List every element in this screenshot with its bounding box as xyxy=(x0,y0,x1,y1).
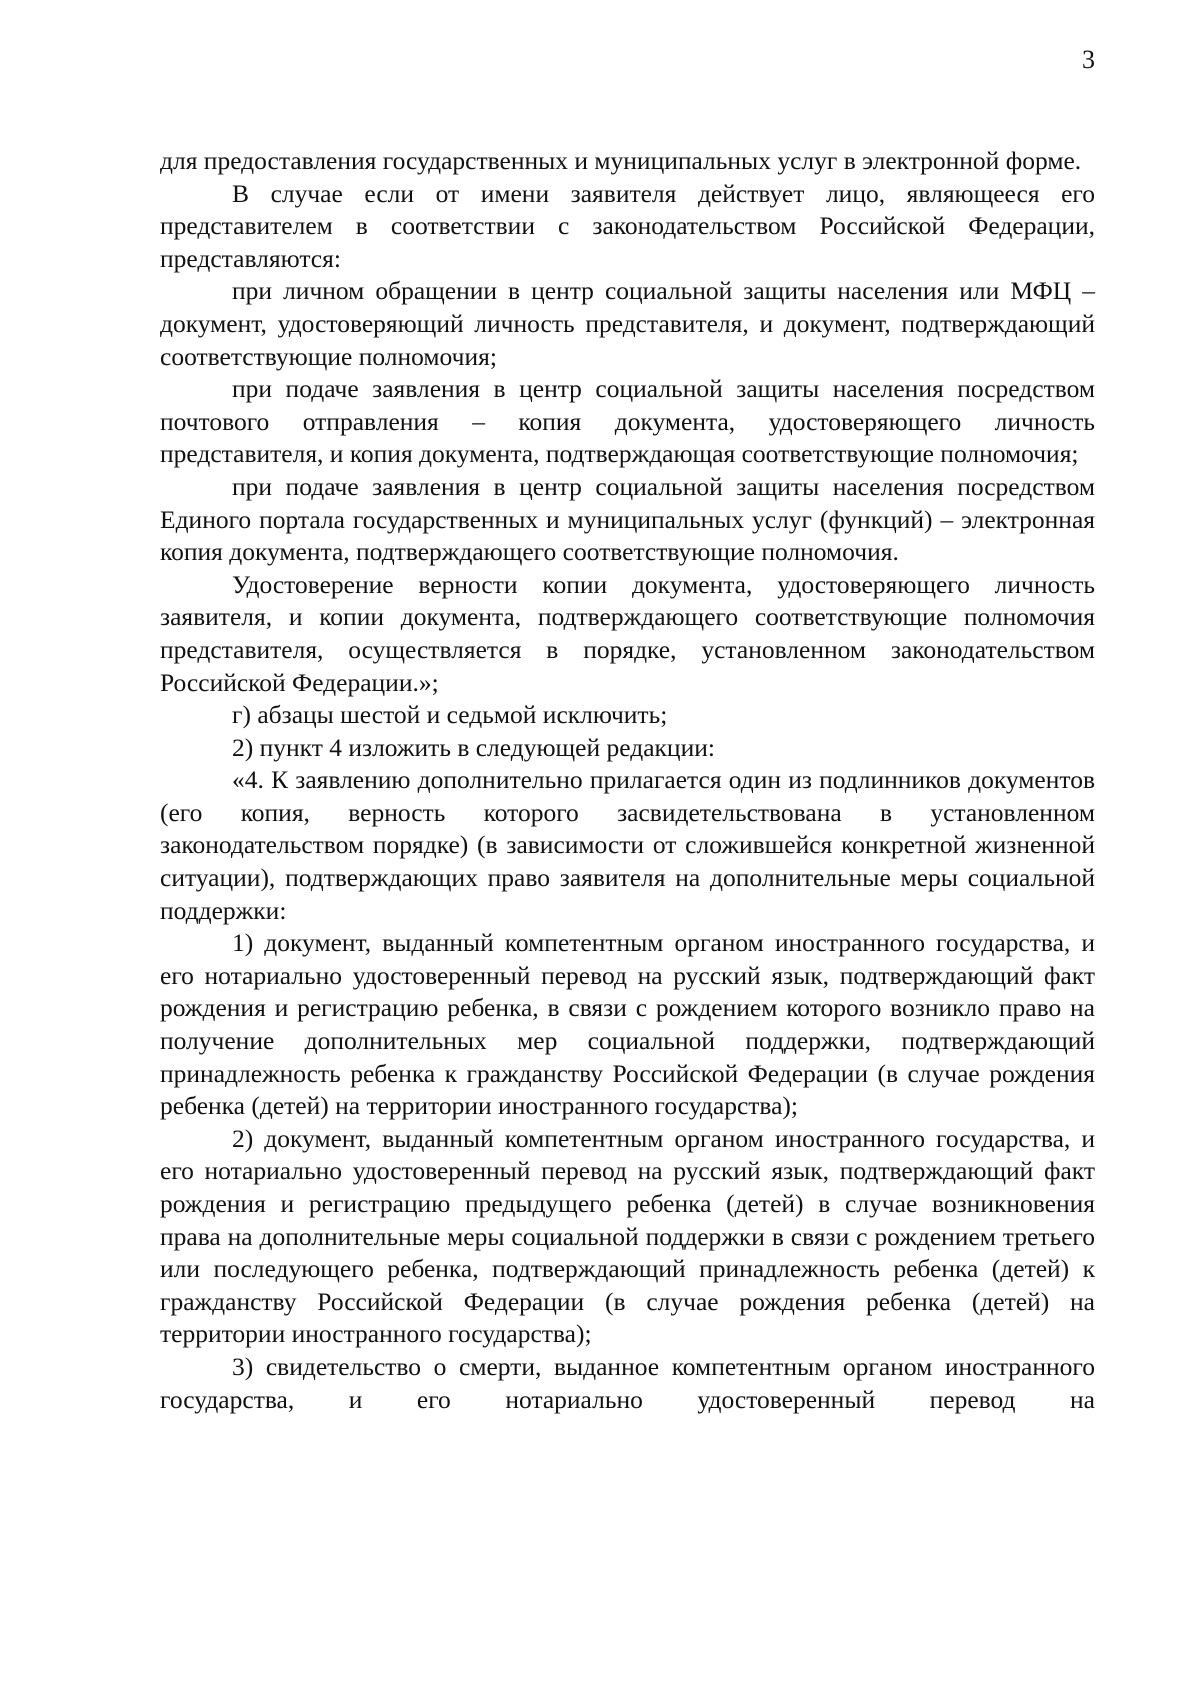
paragraph: при подаче заявления в центр социальной защиты населения посредством Единого портала государственных и муниципальных услуг (функций) – электронная копия документа, подтверждающего соответствующие полномочия. xyxy=(160,471,1095,567)
page-number: 3 xyxy=(1082,45,1095,74)
paragraph: 1) документ, выданный компетентным органом иностранного государства, и его нотариально удостоверенный перевод на русский язык, подтверждающий факт рождения и регистрацию ребенка, в связи с рождением которого возникло право на получение дополнительных мер социальной поддержки, подтверждающий принадлежность ребенка к гражданству Российской Федерации (в случае рождения ребенка (детей) на территории иностранного государства); xyxy=(160,928,1095,1121)
paragraph: при подаче заявления в центр социальной защиты населения посредством почтового отправления – копия документа, удостоверяющего личность представителя, и копия документа, подтверждающая соответствующие полномочия; xyxy=(160,374,1095,469)
paragraph: Удостоверение верности копии документа, удостоверяющего личность заявителя, и копии документа, подтверждающего соответствующие полномочия представителя, осуществляется в порядке, установленном законодательством Российской Федерации.»; xyxy=(160,569,1095,697)
paragraph: 2) документ, выданный компетентным органом иностранного государства, и его нотариально удостоверенный перевод на русский язык, подтверждающий факт рождения и регистрацию предыдущего ребенка (детей) в случае возникновения права на дополнительные меры социальной поддержки в связи с рождением третьего или последующего ребенка, подтверждающий принадлежность ребенка (детей) к гражданству Российской Федерации (в случае рождения ребенка (детей) на территории иностранного государства); xyxy=(160,1123,1095,1349)
paragraph: для предоставления государственных и муниципальных услуг в электронной форме. xyxy=(160,146,1082,175)
paragraph: 3) свидетельство о смерти, выданное компетентным органом иностранного государства, и его нотариально удостоверенный перевод на xyxy=(160,1351,1095,1414)
document-body xyxy=(160,145,1095,1416)
paragraph: «4. К заявлению дополнительно прилагается один из подлинников документов (его копия, верность которого засвидетельствована в установленном законодательством порядке) (в зависимости от сложившейся конкретной жизненной ситуации), подтверждающих право заявителя на дополнительные меры социальной поддержки: xyxy=(160,765,1095,925)
paragraph: г) абзацы шестой и седьмой исключить; xyxy=(232,700,668,730)
paragraph: 2) пункт 4 изложить в следующей редакции: xyxy=(232,732,715,762)
paragraph: при личном обращении в центр социальной защиты населения или МФЦ – документ, удостоверяющий личность представителя, и документ, подтверждающий соответствующие полномочия; xyxy=(160,276,1095,371)
paragraph: В случае если от имени заявителя действует лицо, являющееся его представителем в соответствии с законодательством Российской Федерации, представляются: xyxy=(160,178,1095,273)
